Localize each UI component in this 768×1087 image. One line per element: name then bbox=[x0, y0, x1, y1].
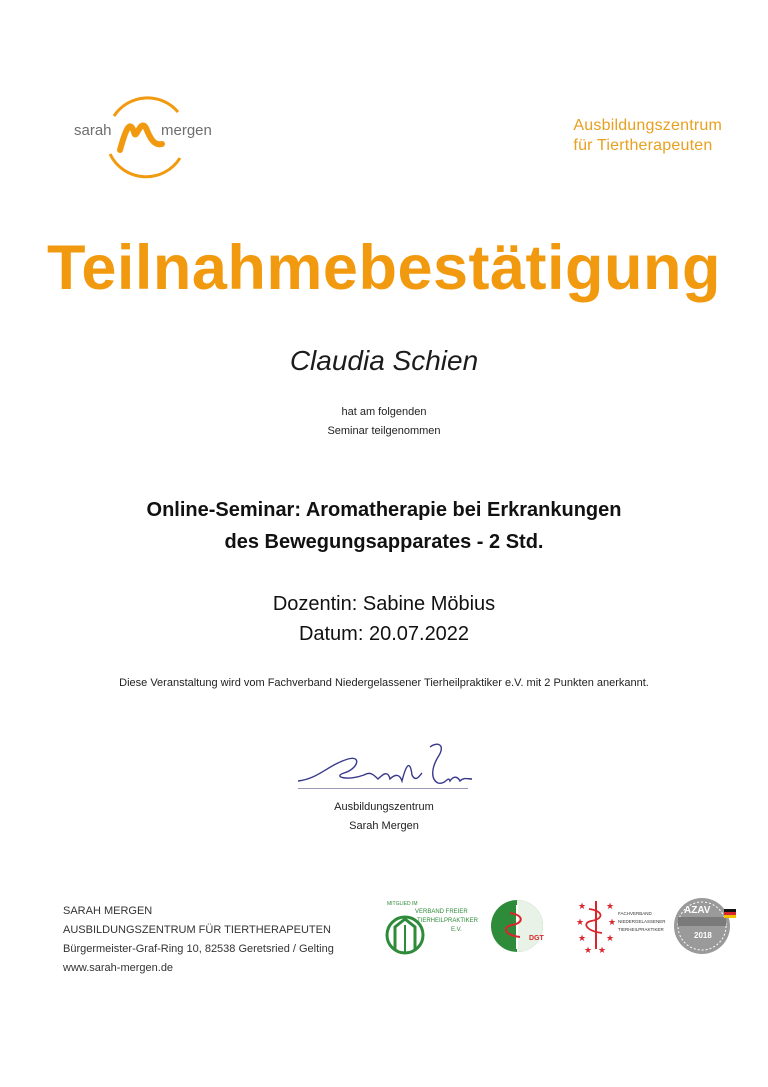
azav-label: AZAV bbox=[684, 905, 711, 916]
svg-text:VERBAND FREIER: VERBAND FREIER bbox=[415, 909, 468, 915]
verband-freier-tierheilpraktiker-logo bbox=[385, 895, 479, 959]
svg-text:★: ★ bbox=[608, 918, 617, 928]
seminar-title bbox=[0, 494, 768, 558]
svg-text:NIEDERGELASSENER: NIEDERGELASSENER bbox=[618, 919, 666, 924]
intro-line1: hat am folgenden bbox=[341, 406, 427, 418]
dgt-label: DGT bbox=[529, 935, 544, 942]
intro-text bbox=[0, 403, 768, 441]
signature-caption bbox=[0, 798, 768, 836]
svg-text:★: ★ bbox=[584, 946, 593, 956]
recognition-note: Diese Veranstaltung wird vom Fachverband Niedergelassener Tierheilpraktiker e.V. mit 2 Punkten anerkannt. bbox=[119, 677, 649, 689]
svg-text:★: ★ bbox=[576, 918, 585, 928]
logo-text-sarah: sarah bbox=[74, 122, 112, 139]
certificate-title: Teilnahmebestätigung bbox=[47, 233, 721, 303]
seminar-line2: des Bewegungsapparates - 2 Std. bbox=[224, 531, 544, 553]
seminar-date: Datum: 20.07.2022 bbox=[298, 623, 470, 645]
lecturer: Dozentin: Sabine Möbius bbox=[272, 593, 496, 615]
footer-company-subtitle: AUSBILDUNGSZENTRUM FÜR TIERTHERAPEUTEN bbox=[63, 924, 331, 936]
svg-text:TIERHEILPRAKTIKER: TIERHEILPRAKTIKER bbox=[417, 918, 479, 924]
footer-company: SARAH MERGEN bbox=[63, 905, 153, 917]
dgt-logo bbox=[490, 895, 550, 957]
svg-text:FACHVERBAND: FACHVERBAND bbox=[618, 911, 652, 916]
svg-text:★: ★ bbox=[606, 902, 615, 912]
org-title-line1: Ausbildungszentrum bbox=[573, 117, 722, 134]
seminar-line1: Online-Seminar: Aromatherapie bei Erkrankungen bbox=[146, 499, 622, 521]
azav-certification-badge bbox=[672, 895, 736, 957]
logo-text-mergen: mergen bbox=[161, 122, 212, 139]
org-title-line2: für Tiertherapeuten bbox=[573, 137, 713, 154]
fachverband-tierheilpraktiker-logo bbox=[576, 895, 666, 957]
svg-text:MITGLIED IM: MITGLIED IM bbox=[387, 901, 418, 907]
svg-text:★: ★ bbox=[598, 946, 607, 956]
participant-name: Claudia Schien bbox=[289, 345, 479, 376]
svg-text:★: ★ bbox=[578, 902, 587, 912]
footer-address bbox=[63, 902, 334, 978]
signature-line bbox=[298, 788, 468, 789]
organization-title bbox=[573, 116, 722, 156]
signature-caption-line2: Sarah Mergen bbox=[349, 820, 419, 832]
footer-street: Bürgermeister-Graf-Ring 10, 82538 Geretsried / Gelting bbox=[63, 943, 334, 955]
svg-text:★: ★ bbox=[606, 934, 615, 944]
svg-text:TIERHEILPRAKTIKER: TIERHEILPRAKTIKER bbox=[618, 927, 664, 932]
azav-year: 2018 bbox=[694, 931, 712, 940]
seminar-details bbox=[0, 589, 768, 649]
footer-website[interactable]: www.sarah-mergen.de bbox=[63, 962, 174, 974]
svg-text:★: ★ bbox=[578, 934, 587, 944]
signature-caption-line1: Ausbildungszentrum bbox=[334, 801, 434, 813]
svg-text:E.V.: E.V. bbox=[451, 927, 462, 933]
intro-line2: Seminar teilgenommen bbox=[327, 425, 441, 437]
